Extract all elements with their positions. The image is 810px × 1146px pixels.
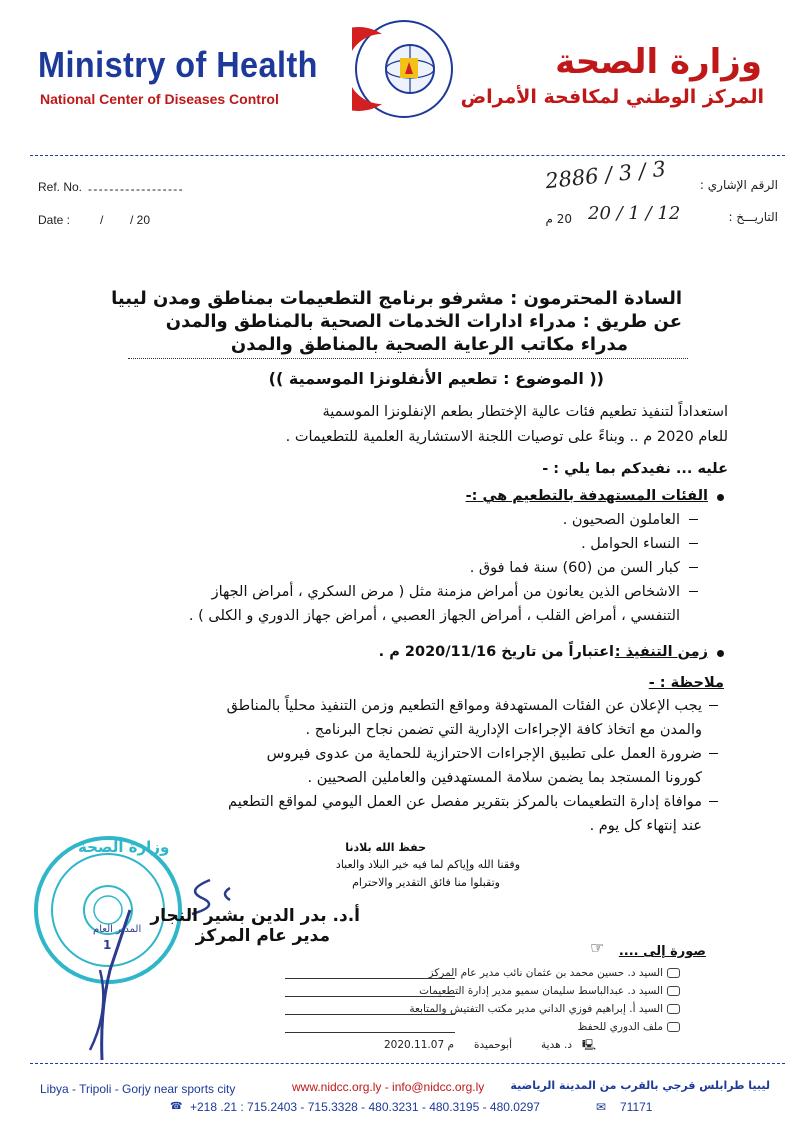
note-2-line-2: كورونا المستجد بما يضمن سلامة المستهدفين والعاملين الصحيين . [307, 770, 702, 786]
checkbox-icon [667, 1022, 680, 1032]
cc-item-4 [260, 1018, 680, 1036]
signatory-name: أ.د. بدر الدين بشير النجار [150, 906, 360, 926]
cc-item-1 [260, 964, 680, 982]
target-item-4-cont: التنفسي ، أمراض القلب ، أمراض الجهاز العصبي ، أمراض جهاز الدوري و الكلى ) . [188, 608, 680, 624]
signatory-title: مدير عام المركز [195, 926, 330, 946]
dash-4 [689, 591, 698, 592]
footer-address-en: Libya - Tripoli - Gorjy near sports city [40, 1082, 236, 1096]
closing-line-3: وتقبلوا منا فائق التقدير والاحترام [352, 876, 500, 889]
target-item-3: كبار السن من (60) سنة فما فوق . [469, 560, 680, 576]
ministry-title-en: Ministry of Health [38, 44, 318, 85]
ar-date-label: التاريـــخ : [728, 210, 778, 224]
checkbox-icon [667, 986, 680, 996]
cc-item-4-text: ملف الدوري للحفظ [577, 1021, 663, 1033]
dash-note-2 [709, 753, 718, 754]
dash-2 [689, 543, 698, 544]
cc-line [285, 1014, 455, 1015]
computer-icon: 🖳 [582, 1039, 597, 1051]
footer-phones: +218 .21 : 715.2403 - 715.3328 - 480.3231 - 480.3195 - 480.0297 [190, 1100, 540, 1114]
cc-item-3 [260, 1000, 680, 1018]
subject-line: (( الموضوع : تطعيم الأنفلونزا الموسمية )) [268, 369, 604, 388]
address-divider [128, 358, 688, 359]
phone-icon: ☎ [170, 1101, 183, 1112]
closing-line-2: وفقنا الله وإياكم لما فيه خير البلاد والعباد [335, 858, 520, 871]
ref-dots: - - - - - - - - - - - - - - - - - - [88, 182, 182, 196]
checkbox-icon [667, 968, 680, 978]
note-2-line-1: ضرورة العمل على تطبيق الإجراءات الاحترازية للحماية من عدوى فيروس [266, 746, 702, 762]
closing-line-1: حفظ الله بلادنا [345, 841, 426, 854]
mailbox-icon: ✉ [596, 1100, 607, 1114]
cc-line [285, 996, 455, 997]
target-groups-heading: الفئات المستهدفة بالتطعيم هي :- [465, 488, 708, 504]
note-3-line-2: عند إنتهاء كل يوم . [589, 818, 702, 834]
note-3-line-1: موافاة إدارة التطعيمات بالمركز بتقرير مفصل عن العمل اليومي لمواقع التطعيم [228, 794, 702, 810]
pointing-hand-icon: ☞ [590, 938, 605, 957]
bullet-dot [717, 494, 724, 501]
typing-date: 2020.11.07 م [384, 1039, 454, 1051]
ar-ref-handwritten: 2886 / 3 / 3 [544, 156, 667, 194]
intro-line-1: استعداداً لتنفيذ تطعيم فئات عالية الإختطار بطعم الإنفلونزا الموسمية [322, 404, 728, 420]
note-1-line-2: والمدن مع اتخاذ كافة الإجراءات الإدارية التي تضمن نجاح البرنامج . [305, 722, 702, 738]
dash-note-3 [709, 801, 718, 802]
dash-1 [689, 519, 698, 520]
handwritten-signature [60, 870, 260, 1070]
footer-pobox: 71171 [620, 1100, 653, 1114]
recipients-line: السادة المحترمون : مشرفو برنامج التطعيمات بمناطق ومدن ليبيا [111, 288, 682, 309]
dash-3 [689, 567, 698, 568]
stamp-number: 1 [103, 938, 112, 952]
date-label: Date : [38, 213, 71, 227]
footer-web: www.nidcc.org.ly - info@nidcc.org.ly [292, 1080, 485, 1094]
cc-line [285, 1032, 455, 1033]
cc-item-2 [260, 982, 680, 1000]
typist-name: د. هدية [541, 1039, 572, 1051]
header-divider [30, 155, 785, 156]
bullet-dot [717, 650, 724, 657]
timing-value: اعتباراً من تاريخ 2020/11/16 م . [378, 644, 614, 660]
cc-item-1-text: السيد د. حسين محمد بن عثمان نائب مدير عام المركز [428, 967, 663, 979]
cc-heading: صورة إلى .... [618, 944, 706, 959]
cc-line [285, 978, 455, 979]
notes-heading: ملاحظة : - [648, 675, 724, 691]
notify-line: عليه ... نفيدكم بما يلي : - [542, 461, 728, 477]
ncdc-logo [352, 14, 456, 124]
ar-date-handwritten: 20 / 1 / 12 [588, 203, 681, 224]
target-item-4: الاشخاص الذين يعانون من أمراض مزمنة مثل ( مرض السكري ، أمراض الجهاز [211, 584, 680, 600]
timing-label: زمن التنفيذ : [614, 644, 708, 660]
stamp-inner: المدير العام [93, 924, 142, 935]
note-1-line-1: يجب الإعلان عن الفئات المستهدفة ومواقع التطعيم وزمن التنفيذ محلياً بالمناطق [226, 698, 702, 714]
stamp-text: وزارة الصحة [78, 838, 170, 856]
center-subtitle-en: National Center of Diseases Control [40, 91, 279, 107]
ref-label: Ref. No. [38, 180, 83, 194]
offices-line: مدراء مكاتب الرعاية الصحية بالمناطق والمدن [230, 334, 628, 355]
target-item-1: العاملون الصحيون . [562, 512, 680, 528]
intro-line-2: للعام 2020 م .. وبناءً على توصيات اللجنة الاستشارية العلمية للتطعيمات . [285, 429, 728, 445]
footer-divider [30, 1063, 785, 1064]
center-subtitle-ar: المركز الوطني لمكافحة الأمراض [460, 86, 764, 108]
cc-item-3-text: السيد أ. إبراهيم فوزي الداني مدير مكتب التفتيش والمتابعة [409, 1003, 663, 1015]
ar-ref-label: الرقم الإشاري : [699, 178, 778, 192]
ministry-title-ar: وزارة الصحة [555, 42, 762, 82]
cc-item-2-text: السيد د. عبدالباسط سليمان سميو مدير إدارة التطعيمات [419, 985, 663, 997]
checkbox-icon [667, 1004, 680, 1014]
target-item-2: النساء الحوامل . [581, 536, 680, 552]
via-line: عن طريق : مدراء ادارات الخدمات الصحية بالمناطق والمدن [165, 311, 682, 332]
date-value: / / 20 [100, 213, 151, 227]
footer-address-ar: ليبيا طرابلس قرجي بالقرب من المدينة الرياضية [510, 1079, 770, 1092]
ar-date-suffix: 20 م [545, 212, 572, 226]
dash-note-1 [709, 705, 718, 706]
typist-surname: أبوحميدة [473, 1039, 512, 1051]
